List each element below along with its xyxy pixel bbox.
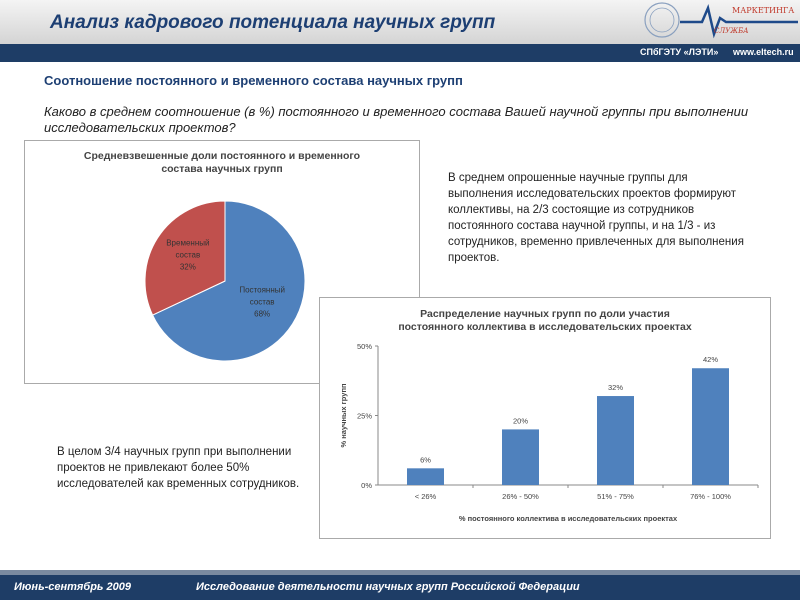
bar-value-label: 6%: [420, 455, 431, 465]
bar-title-line2: постоянного коллектива в исследовательских проектах: [398, 321, 692, 333]
logo-text-bottom: СЛУЖБА: [714, 27, 749, 35]
summary-text-left: В целом 3/4 научных групп при выполнении проектов не привлекают более 50% исследователей как временных сотрудников.: [57, 446, 300, 490]
survey-question: Каково в среднем соотношение (в %) постоянного и временного состава Вашей научной группы при выполнении исследовательских проектов?: [44, 104, 749, 135]
footer-bar: [0, 575, 800, 600]
y-tick-label: 25%: [356, 411, 372, 421]
bar-chart: [320, 298, 770, 538]
footer-study-title: Исследование деятельности научных групп Российской Федерации: [196, 581, 580, 593]
footer-date: Июнь-сентябрь 2009: [14, 581, 131, 593]
x-category-label: < 26%: [414, 492, 437, 501]
bar-value-label: 20%: [512, 416, 529, 426]
x-category-label: 51% - 75%: [597, 492, 634, 501]
pie-slice-label-1-2: 32%: [179, 262, 196, 272]
bar-value-label: 42%: [702, 355, 719, 365]
x-category-label: 76% - 100%: [690, 492, 731, 501]
pie-slice-label-0-1: состав: [249, 297, 275, 307]
logo-text-top: МАРКЕТИНГА: [732, 6, 795, 15]
x-axis-title: % постоянного коллектива в исследовательских проектах: [458, 514, 678, 523]
bar-3: [692, 368, 729, 485]
section-title: Соотношение постоянного и временного состава научных групп: [44, 73, 463, 88]
site-link[interactable]: www.eltech.ru: [733, 47, 794, 57]
pie-slice-label-0-0: Постоянный: [239, 285, 285, 295]
pie-slice-label-1-0: Временный: [166, 238, 210, 248]
y-axis-title: % научных групп: [339, 383, 348, 448]
bar-title-line1: Распределение научных групп по доли участия: [420, 308, 670, 320]
pie-title-line1: Средневзвешенные доли постоянного и временного: [83, 150, 361, 162]
bar-value-label: 32%: [607, 383, 624, 393]
bar-1: [502, 429, 539, 485]
marketing-logo: [640, 0, 800, 44]
bar-0: [407, 468, 444, 485]
header-bar: [0, 0, 800, 44]
page-title: Анализ кадрового потенциала научных групп: [50, 12, 496, 33]
y-tick-label: 50%: [356, 342, 372, 351]
bar-chart-panel: [319, 297, 771, 539]
pie-slice-label-1-1: состав: [175, 250, 201, 260]
org-name: СПбГЭТУ «ЛЭТИ»: [640, 47, 719, 57]
header-strip: [0, 44, 800, 62]
pie-slice-label-0-2: 68%: [254, 309, 271, 319]
summary-text-right: В среднем опрошенные научные группы для выполнения исследовательских проектов формируют коллективы, на 2/3 состоящие из сотрудников постоянного состава научной группы, и на 1/3 - из сотрудников, временно привлеченных для выполнения проектов.: [448, 172, 744, 264]
x-category-label: 26% - 50%: [502, 492, 539, 501]
y-tick-label: 0%: [361, 481, 372, 490]
bar-2: [597, 396, 634, 485]
pie-title-line2: состава научных групп: [161, 163, 283, 175]
